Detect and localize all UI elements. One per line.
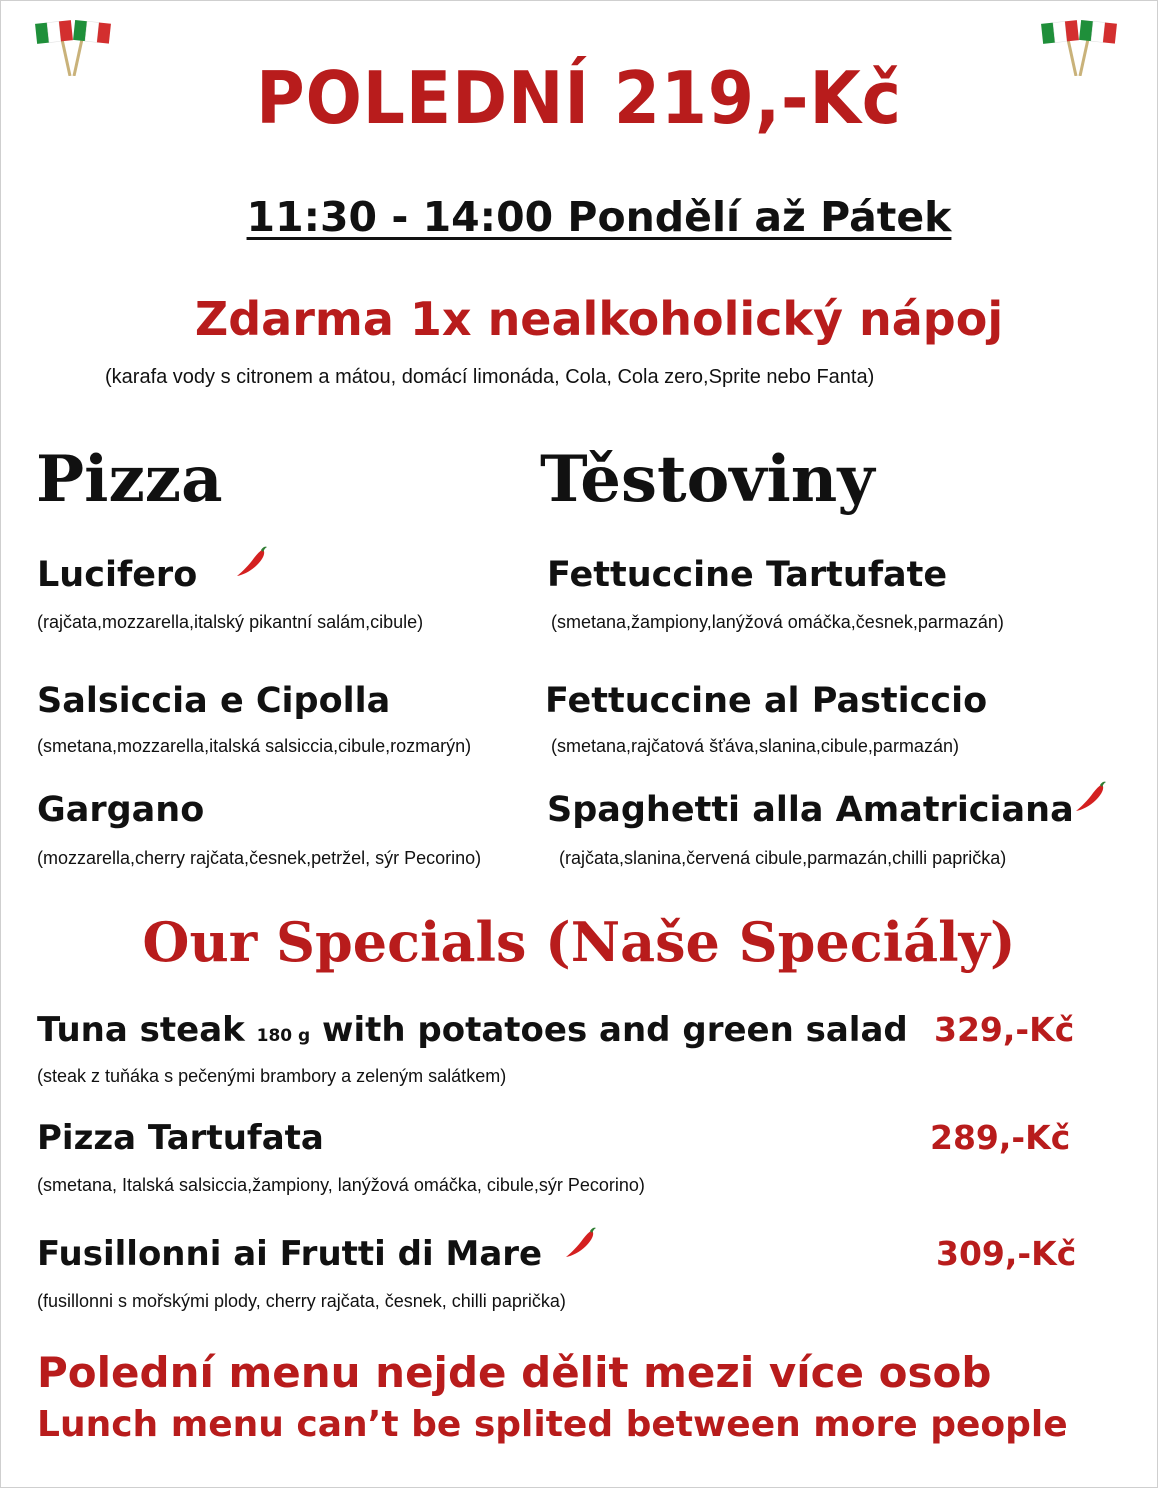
pizza-item-desc: (mozzarella,cherry rajčata,česnek,petržel, sýr Pecorino): [37, 848, 482, 868]
footer-note-czech: Polední menu nejde dělit mezi více osob: [37, 1348, 992, 1397]
special-item-name: [37, 1010, 908, 1050]
footer-note-english: Lunch menu can’t be splited between more people: [37, 1404, 1068, 1445]
special-name-part: with potatoes and green salad: [322, 1010, 908, 1050]
special-item-desc: (steak z tuňáka s pečenými brambory a zeleným salátkem): [37, 1066, 507, 1086]
special-price: 329,-Kč: [934, 1010, 1075, 1049]
pasta-item-name: Fettuccine Tartufate: [547, 555, 948, 595]
pasta-item-desc: (smetana,žampiony,lanýžová omáčka,česnek,parmazán): [551, 612, 1004, 632]
chili-pepper-icon: [562, 1226, 598, 1260]
pizza-item-name: Salsiccia e Cipolla: [37, 681, 391, 721]
special-name-part: Tuna steak: [37, 1010, 245, 1050]
page-title: POLEDNÍ 219,-Kč: [256, 56, 902, 140]
drink-options-note: (karafa vody s citronem a mátou, domácí limonáda, Cola, Cola zero,Sprite nebo Fanta): [105, 366, 875, 388]
pasta-item-desc: (rajčata,slanina,červená cibule,parmazán,chilli paprička): [559, 848, 1007, 868]
pizza-item-name: Gargano: [37, 790, 205, 830]
pasta-item-name: Spaghetti alla Amatriciana: [547, 790, 1074, 830]
special-item-desc: (fusillonni s mořskými plody, cherry rajčata, česnek, chilli paprička): [37, 1291, 566, 1311]
pasta-heading: Těstoviny: [540, 442, 875, 517]
pasta-item-name: Fettuccine al Pasticcio: [545, 681, 988, 721]
special-item-name: Fusillonni ai Frutti di Mare: [37, 1234, 543, 1274]
pizza-item-name: Lucifero: [37, 555, 198, 595]
opening-hours: 11:30 - 14:00 Pondělí až Pátek: [246, 193, 952, 241]
special-item-name: Pizza Tartufata: [37, 1118, 324, 1158]
pizza-item-desc: (rajčata,mozzarella,italský pikantní salám,cibule): [37, 612, 424, 632]
pizza-item-desc: (smetana,mozzarella,italská salsiccia,cibule,rozmarýn): [37, 736, 472, 756]
pasta-item-desc: (smetana,rajčatová šťáva,slanina,cibule,parmazán): [551, 736, 959, 756]
special-weight: 180 g: [256, 1026, 311, 1046]
special-price: 289,-Kč: [930, 1118, 1071, 1157]
free-drink-offer: Zdarma 1x nealkoholický nápoj: [194, 292, 1004, 346]
pizza-heading: Pizza: [36, 442, 223, 517]
specials-heading: Our Specials (Naše Speciály): [142, 910, 1016, 974]
chili-pepper-icon: [1072, 780, 1108, 814]
special-price: 309,-Kč: [936, 1234, 1077, 1273]
special-item-desc: (smetana, Italská salsiccia,žampiony, lanýžová omáčka, cibule,sýr Pecorino): [37, 1175, 645, 1195]
chili-pepper-icon: [233, 545, 269, 579]
